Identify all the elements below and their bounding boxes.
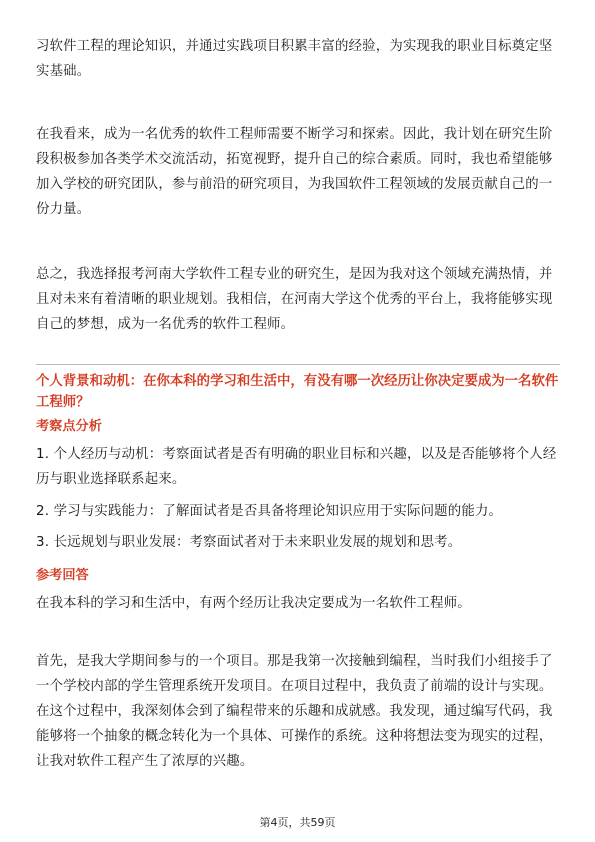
analysis-item-1: 1. 个人经历与动机：考察面试者是否有明确的职业目标和兴趣，以及是否能够将个人经历与职业选择联系起来。 xyxy=(36,447,557,487)
section-divider xyxy=(36,364,560,365)
paragraph-study-plan: 在我看来，成为一名优秀的软件工程师需要不断学习和探索。因此，我计划在研究生阶段积极参加各类学术交流活动，拓宽视野，提升自己的综合素质。同时，我也希望能够加入学校的研究团队，参与前沿的研究项目，为我国软件工程领域的发展贡献自己的一份力量。 xyxy=(36,127,553,217)
answer-paragraph-2: 首先，是我大学期间参与的一个项目。那是我第一次接触到编程，当时我们小组接手了一个学校内部的学生管理系统开发项目。在项目过程中，我负责了前端的设计与实现。在这个过程中，我深刻体会到了编程带来的乐趣和成就感。我发现，通过编写代码，我能够将一个抽象的概念转化为一个具体、可操作的系统。这种将想法变为现实的过程，让我对软件工程产生了浓厚的兴趣。 xyxy=(36,654,553,769)
analysis-item-3: 3. 长远规划与职业发展：考察面试者对于未来职业发展的规划和思考。 xyxy=(36,535,462,550)
answer-heading: 参考回答 xyxy=(36,568,89,583)
paragraph-intro-continuation: 习软件工程的理论知识，并通过实践项目积累丰富的经验，为实现我的职业目标奠定坚实基础。 xyxy=(36,39,553,79)
answer-paragraph-1: 在我本科的学习和生活中，有两个经历让我决定要成为一名软件工程师。 xyxy=(36,596,471,611)
interview-question: 个人背景和动机：在你本科的学习和生活中，有没有哪一次经历让你决定要成为一名软件工程师？ xyxy=(36,374,559,410)
paragraph-conclusion: 总之，我选择报考河南大学软件工程专业的研究生，是因为我对这个领域充满热情，并且对未来有着清晰的职业规划。我相信，在河南大学这个优秀的平台上，我将能够实现自己的梦想，成为一名优秀的软件工程师。 xyxy=(36,267,553,332)
page-footer: 第4页，共59页 xyxy=(259,816,336,829)
analysis-item-2: 2. 学习与实践能力：了解面试者是否具备将理论知识应用于实际问题的能力。 xyxy=(36,504,503,519)
analysis-heading: 考察点分析 xyxy=(36,419,102,434)
